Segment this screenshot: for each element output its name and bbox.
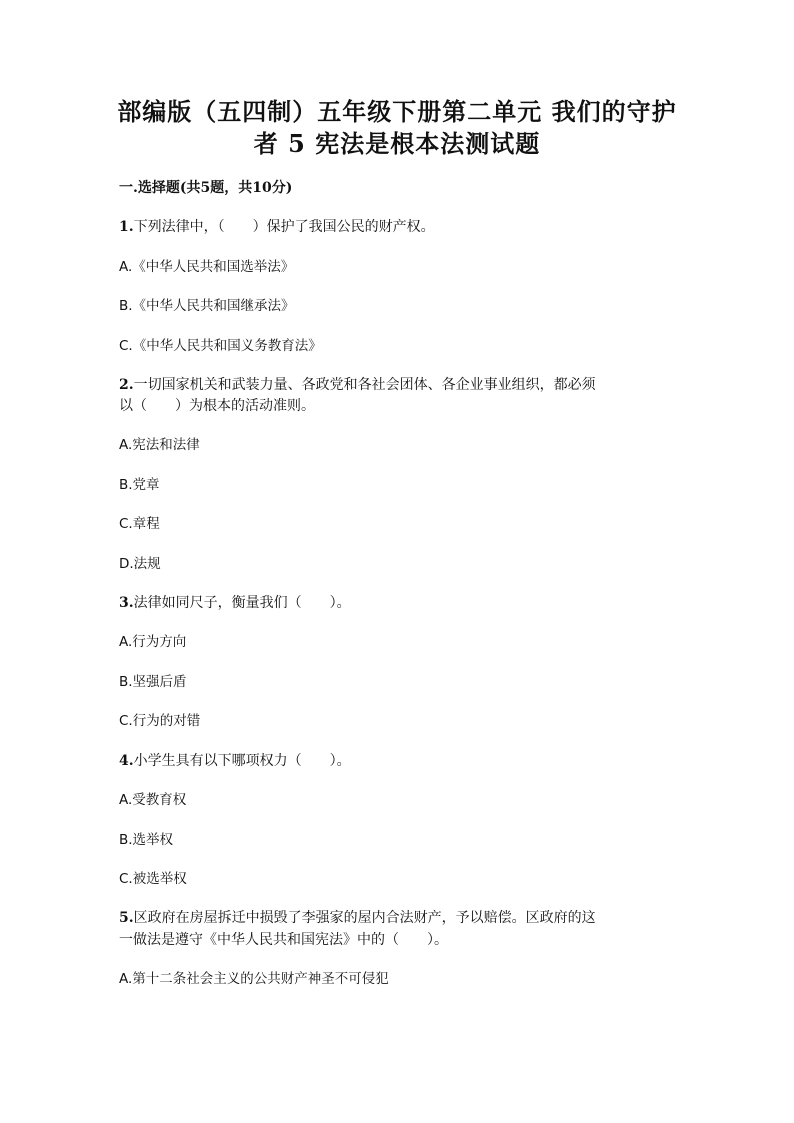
question-number: 4. [119,753,134,769]
question-5-stem-continued: 一做法是遵守《中华人民共和国宪法》中的（ ）。 [119,932,448,948]
question-text: 区政府在房屋拆迁中损毁了李强家的屋内合法财产，予以赔偿。区政府的这 [133,910,596,926]
question-5-option-a: A.第十二条社会主义的公共财产神圣不可侵犯 [119,971,389,987]
question-2-stem [119,374,679,396]
question-4-option-c: C.被选举权 [119,871,187,887]
question-text: 小学生具有以下哪项权力（ ）。 [133,753,351,769]
page-title-line-2: 者 5 宪法是根本法测试题 [253,129,541,158]
question-number: 5. [119,910,134,926]
question-2-option-a: A.宪法和法律 [119,437,200,453]
question-1-option-c: C.《中华人民共和国义务教育法》 [119,338,322,354]
question-3-option-b: B.坚强后盾 [119,674,187,690]
question-2-option-d: D.法规 [119,556,161,572]
question-2-stem-continued: 以（ ）为根本的活动准则。 [119,398,315,414]
question-4-option-b: B.选举权 [119,832,174,848]
question-text: 下列法律中，（ ）保护了我国公民的财产权。 [133,219,435,235]
question-1-option-b: B.《中华人民共和国继承法》 [119,298,295,314]
question-3-option-a: A.行为方向 [119,634,187,650]
question-4-option-a: A.受教育权 [119,792,187,808]
question-number: 1. [119,219,134,235]
question-number: 2. [119,377,134,393]
question-text: 法律如同尺子，衡量我们（ ）。 [133,595,351,611]
question-2-option-c: C.章程 [119,516,160,532]
question-3-stem [119,592,679,614]
question-1-option-a: A.《中华人民共和国选举法》 [119,259,295,275]
page-title-line-1: 部编版（五四制）五年级下册第二单元 我们的守护 [117,97,677,126]
question-3-option-c: C.行为的对错 [119,713,201,729]
question-2-option-b: B.党章 [119,477,160,493]
question-number: 3. [119,595,134,611]
question-1-stem [119,216,679,238]
section-heading: 一.选择题(共5题，共10分) [119,180,293,196]
question-text: 一切国家机关和武装力量、各政党和各社会团体、各企业事业组织，都必须 [133,377,596,393]
question-4-stem [119,750,679,772]
question-5-stem [119,907,679,929]
